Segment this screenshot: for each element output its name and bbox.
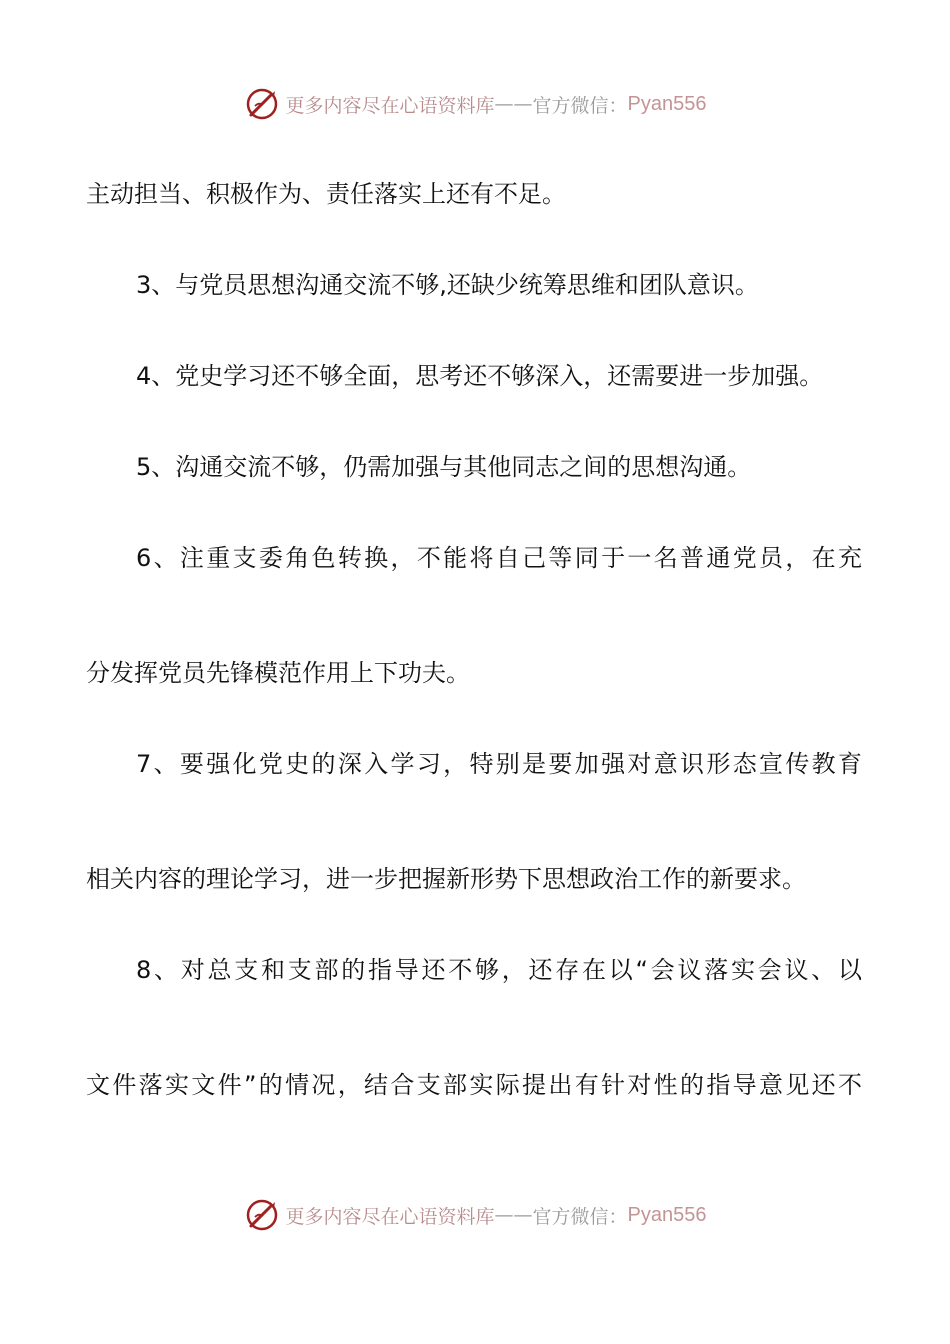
body-line-4: 5、沟通交流不够，仍需加强与其他同志之间的思想沟通。 bbox=[136, 453, 752, 481]
body-line-6: 分发挥党员先锋模范作用上下功夫。 bbox=[86, 659, 470, 687]
pen-logo-icon bbox=[244, 1197, 280, 1233]
banner-dash: —— bbox=[494, 93, 533, 115]
banner-wechat-label: 官方微信： bbox=[532, 94, 628, 117]
body-line-2: 3、与党员思想沟通交流不够,还缺少统筹思维和团队意识。 bbox=[136, 271, 759, 299]
banner-wechat-id: Pyan556 bbox=[627, 1203, 707, 1226]
banner-wechat-label: 官方微信： bbox=[532, 1205, 628, 1228]
body-line-1: 主动担当、积极作为、责任落实上还有不足。 bbox=[86, 180, 566, 208]
banner-wechat-id: Pyan556 bbox=[627, 92, 707, 115]
body-line-5: 6、注重支委角色转换，不能将自己等同于一名普通党员，在充 bbox=[136, 544, 862, 572]
body-line-8: 相关内容的理论学习，进一步把握新形势下思想政治工作的新要求。 bbox=[86, 865, 806, 893]
body-line-10: 文件落实文件”的情况，结合支部实际提出有针对性的指导意见还不 bbox=[86, 1071, 862, 1099]
header-watermark-banner bbox=[0, 84, 950, 124]
pen-logo-icon bbox=[244, 86, 280, 122]
banner-site-text: 更多内容尽在心语资料库 bbox=[285, 1205, 495, 1228]
body-line-7: 7、要强化党史的深入学习，特别是要加强对意识形态宣传教育 bbox=[136, 750, 862, 778]
footer-watermark-banner bbox=[0, 1195, 950, 1235]
body-line-9: 8、对总支和支部的指导还不够，还存在以“会议落实会议、以 bbox=[136, 956, 862, 984]
body-line-3: 4、党史学习还不够全面，思考还不够深入，还需要进一步加强。 bbox=[136, 362, 824, 390]
banner-dash: —— bbox=[494, 1204, 533, 1226]
banner-site-text: 更多内容尽在心语资料库 bbox=[285, 94, 495, 117]
